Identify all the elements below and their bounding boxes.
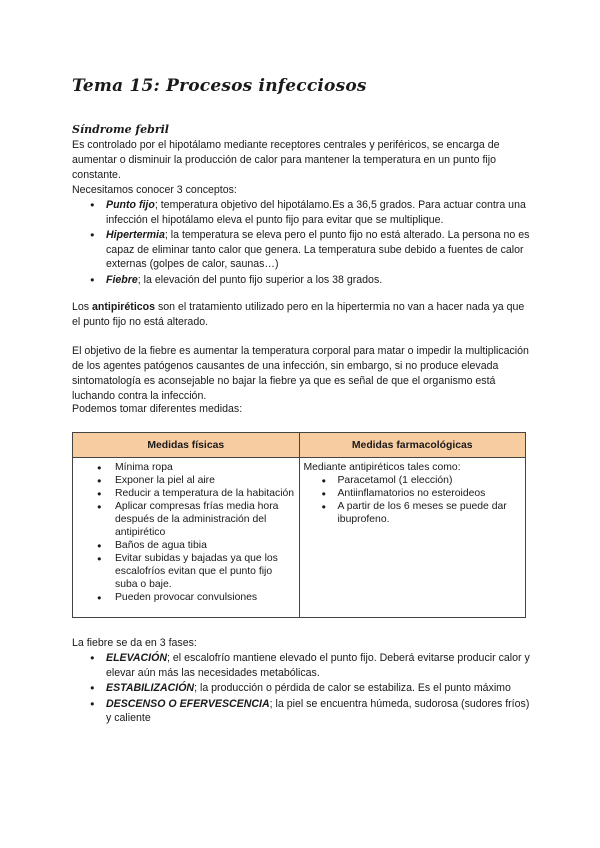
measures-lead: Podemos tomar diferentes medidas:	[72, 403, 243, 415]
list-item: ● Antiinflamatorios no esteroideos	[304, 487, 522, 500]
list-item	[72, 228, 532, 272]
concepts-list	[72, 198, 532, 288]
phases-list	[72, 651, 532, 727]
list-item: ● Mínima ropa	[77, 461, 295, 474]
page-title: Tema 15: Procesos infecciosos	[72, 76, 367, 96]
pharma-header: Medidas farmacológicas	[299, 433, 526, 458]
phase-text: ; el escalofrío mantiene elevado el punto fijo. Deberá evitarse producir calor y elevar aún más las necesidades metabólicas.	[106, 652, 530, 679]
antipyretic-term: antipiréticos	[92, 301, 156, 313]
table-row	[73, 458, 526, 618]
concept-term: Fiebre	[106, 273, 138, 286]
section-heading: Síndrome febril	[72, 123, 169, 136]
antipyretic-post: son el tratamiento utilizado pero en la hipertermia no van a hacer nada ya que el punto fijo no está alterado.	[72, 301, 525, 328]
intro-paragraph: Es controlado por el hipotálamo mediante receptores centrales y periféricos, se encarga de aumentar o disminuir la producción de calor para mantener la temperatura en un punto fijo constante.	[72, 139, 500, 181]
concept-term: Punto fijo	[106, 199, 155, 211]
pharma-cell	[299, 458, 526, 618]
phases-lead: La fiebre se da en 3 fases:	[72, 637, 197, 649]
list-item	[72, 198, 532, 227]
antipyretic-pre: Los	[72, 301, 93, 313]
list-item: ● Reducir a temperatura de la habitación	[77, 487, 295, 500]
physical-cell	[73, 458, 300, 618]
pharma-intro: Mediante antipiréticos tales como:	[303, 462, 461, 473]
list-item	[72, 273, 532, 288]
phase-term: ELEVACIÓN	[106, 652, 168, 664]
concept-text: ; temperatura objetivo del hipotálamo.Es a 36,5 grados. Para actuar contra una infección el hipotálamo eleva el punto fijo para evitar que se multiplique.	[106, 199, 526, 226]
phase-term: ESTABILIZACIÓN	[106, 682, 195, 694]
list-item	[72, 697, 532, 726]
physical-list	[77, 461, 295, 604]
list-item: ● A partir de los 6 meses se puede dar ibuprofeno.	[304, 500, 522, 526]
list-item: ● Pueden provocar convulsiones	[77, 591, 295, 604]
antipyretic-paragraph	[72, 300, 532, 330]
concept-text: ; la elevación del punto fijo superior a los 38 grados.	[137, 273, 383, 286]
list-item: ● Evitar subidas y bajadas ya que los escalofríos evitan que el punto fijo suba o baje.	[77, 552, 295, 591]
list-item	[72, 651, 532, 680]
table-header-row	[73, 433, 526, 458]
list-item: ● Paracetamol (1 elección)	[304, 474, 522, 487]
objective-paragraph: El objetivo de la fiebre es aumentar la temperatura corporal para matar o impedir la multiplicación de los agentes patógenos causantes de una infección, sin embargo, si no produce elevada sintomatología es aconsejable no bajar la fiebre ya que es señal de que el organismo está luchando contra la infección.	[72, 345, 529, 402]
phase-term: DESCENSO O EFERVESCENCIA	[106, 697, 270, 710]
physical-header: Medidas físicas	[73, 433, 300, 458]
phase-text: ; la piel se encuentra húmeda, sudorosa (sudores fríos) y caliente	[106, 697, 530, 724]
concepts-lead: Necesitamos conocer 3 conceptos:	[72, 184, 237, 196]
list-item: ● Aplicar compresas frías media hora después de la administración del antipirético	[77, 500, 295, 539]
measures-table	[72, 432, 526, 618]
concept-term: Hipertermia	[106, 229, 165, 241]
phase-text: ; la producción o pérdida de calor se estabiliza. Es el punto máximo	[194, 682, 511, 694]
pharma-list	[304, 474, 522, 526]
list-item: ● Baños de agua tibia	[77, 539, 295, 552]
concept-text: ; la temperatura se eleva pero el punto fijo no está alterado. La persona no es capaz de eliminar tanto calor que genera. La temperatura sube debido a fuentes de calor externas (golpes de calor, saunas…)	[106, 229, 530, 270]
list-item: ● Exponer la piel al aire	[77, 474, 295, 487]
list-item	[72, 681, 532, 696]
